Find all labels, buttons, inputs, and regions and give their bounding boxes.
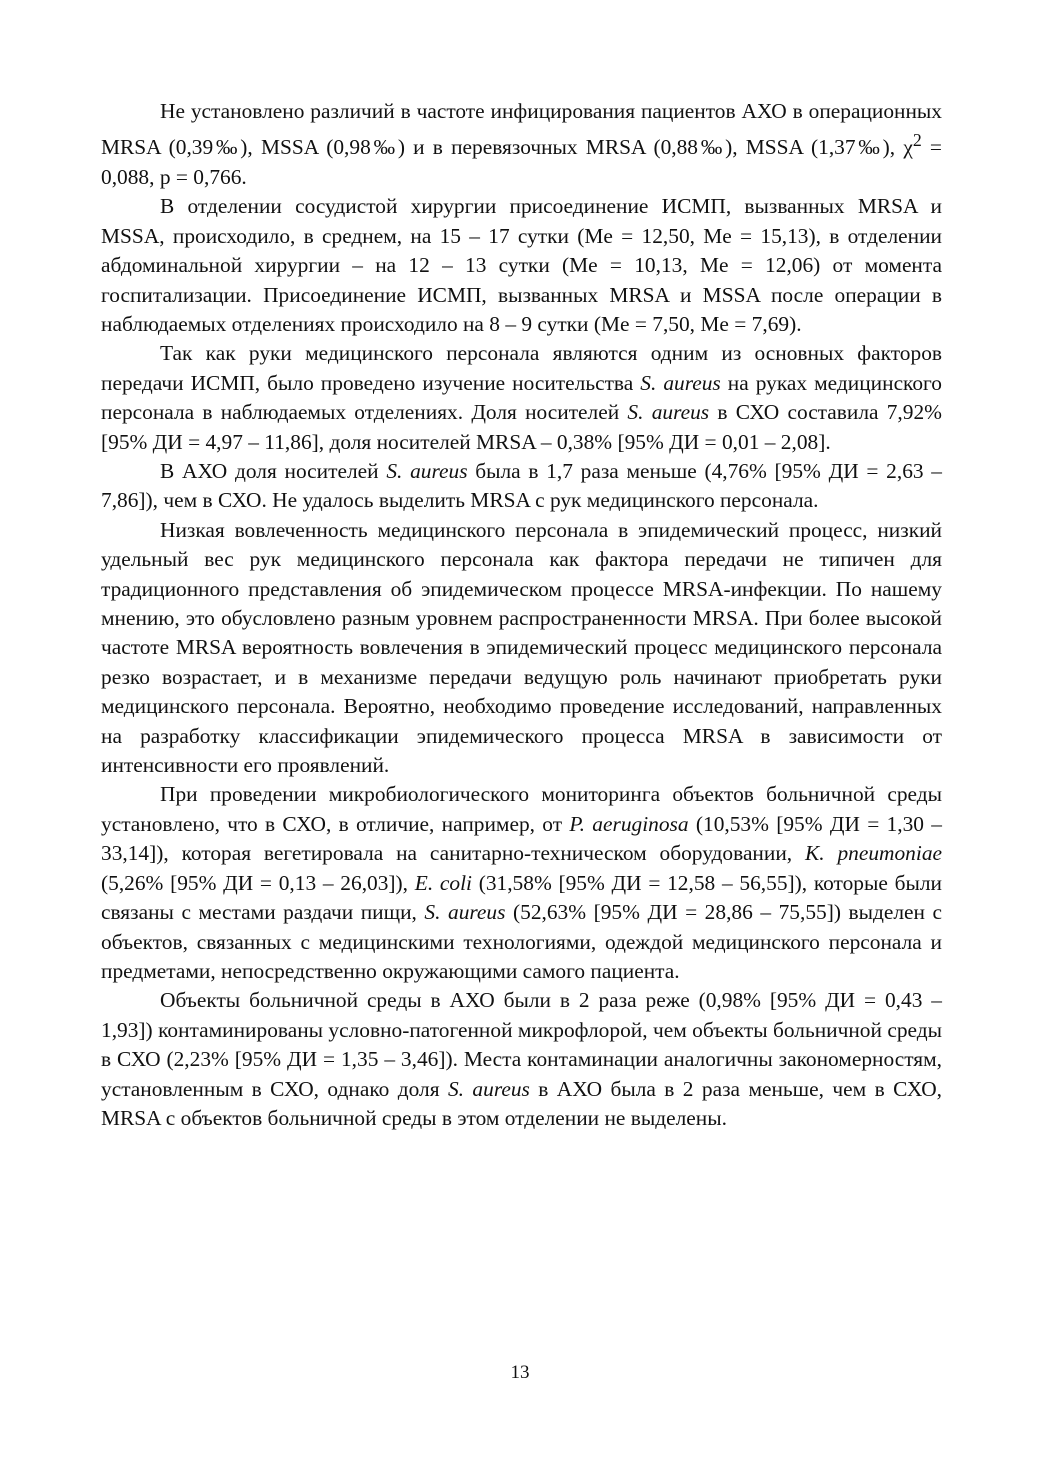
text-run: В отделении сосудистой хирургии присоединение ИСМП, вызванных MRSA и MSSA, происходило, в среднем, на 15 – 17 сутки (Me = 12,50, Me = 15,13), в отделении абдоминальной хирургии – на 12 – 13 сутки (Me = 10,13, Me = 12,06) от момента госпитализации. Присоединение ИСМП, вызванных MRSA и MSSA после операции в наблюдаемых отделениях происходило на 8 – 9 сутки (Me = 7,50, Me = 7,69). (101, 194, 942, 336)
paragraph (101, 192, 942, 339)
text-run: Так как руки медицинского персонала являются одним из основных факторов передачи ИСМП, было проведено изучение носительства (101, 341, 942, 395)
species-name: K. pneumoniae (804, 841, 943, 866)
text-run: в АХО была в 2 раза меньше, чем в СХО, MRSA с объектов больничной среды в этом отделении не выделены. (101, 1076, 942, 1130)
species-name: S. aureus (424, 900, 506, 925)
text-run: (10,53% [95% ДИ = 1,30 – 33,14]), которая вегетировала на санитарно-техническом оборудовании, (101, 811, 942, 866)
text-run: (5,26% [95% ДИ = 0,13 – 26,03]), (101, 870, 415, 895)
paragraph (101, 780, 942, 986)
text-run: В АХО доля носителей (160, 459, 387, 483)
text-run: При проведении микробиологического мониторинга объектов больничной среды установлено, что в СХО, в отличие, например, от (101, 782, 942, 836)
species-name: S. aureus (386, 459, 468, 483)
text-run: на руках медицинского персонала в наблюдаемых отделениях. Доля носителей (101, 370, 942, 425)
paragraph (101, 516, 942, 781)
page-number: 13 (510, 1362, 530, 1383)
paragraph (101, 339, 942, 457)
species-name: S. aureus (627, 400, 710, 425)
text-run: (52,63% [95% ДИ = 28,86 – 75,55]) выделен с объектов, связанных с медицинскими технологиями, одеждой медицинского персонала и предметами, непосредственно окружающими самого пациента. (101, 900, 943, 983)
text-run: Низкая вовлеченность медицинского персонала в эпидемический процесс, низкий удельный вес рук медицинского персонала как фактора передачи не типичен для традиционного представления об эпидемическом процессе MRSA-инфекции. По нашему мнению, это обусловлено разным уровнем распространенности MRSA. При более высокой частоте MRSA вероятность вовлечения в эпидемический процесс медицинского персонала резко возрастает, и в механизме передачи ведущую роль начинают приобретать руки медицинского персонала. Вероятно, необходимо проведение исследований, направленных на разработку классификации эпидемического процесса MRSA в зависимости от интенсивности его проявлений. (101, 517, 942, 778)
species-name: P. aeruginosa (569, 811, 689, 836)
text-run: Объекты больничной среды в АХО были в 2 раза реже (0,98% [95% ДИ = 0,43 – 1,93]) контаминированы условно-патогенной микрофлорой, чем объекты больничной среды в СХО (2,23% [95% ДИ = 1,35 – 3,46]). Места контаминации аналогичны закономерностям, установленным в СХО, однако доля (101, 988, 942, 1101)
text-run: = 0,088, p = 0,766. (101, 135, 942, 189)
species-name: S. aureus (640, 370, 721, 395)
text-run: Не установлено различий в частоте инфицирования пациентов АХО в операционных MRSA (0,39‰), MSSA (0,98‰) и в перевязочных MRSA (0,88‰), MSSA (1,37‰), χ (101, 99, 942, 160)
paragraph (101, 457, 942, 516)
text-run: в СХО составила 7,92% [95% ДИ = 4,97 – 11,86], доля носителей MRSA – 0,38% [95% ДИ = 0,01 – 2,08]. (101, 400, 942, 454)
paragraph (101, 97, 942, 192)
species-name: E. coli (414, 870, 472, 895)
paragraph (101, 986, 942, 1133)
document-page (101, 97, 942, 1133)
species-name: S. aureus (447, 1076, 530, 1101)
text-run: (31,58% [95% ДИ = 12,58 – 56,55]), которые были связаны с местами раздачи пищи, (101, 870, 942, 925)
superscript: 2 (912, 130, 922, 151)
text-run: была в 1,7 раза меньше (4,76% [95% ДИ = 2,63 – 7,86]), чем в СХО. Не удалось выделить MRSA с рук медицинского персонала. (101, 459, 942, 513)
